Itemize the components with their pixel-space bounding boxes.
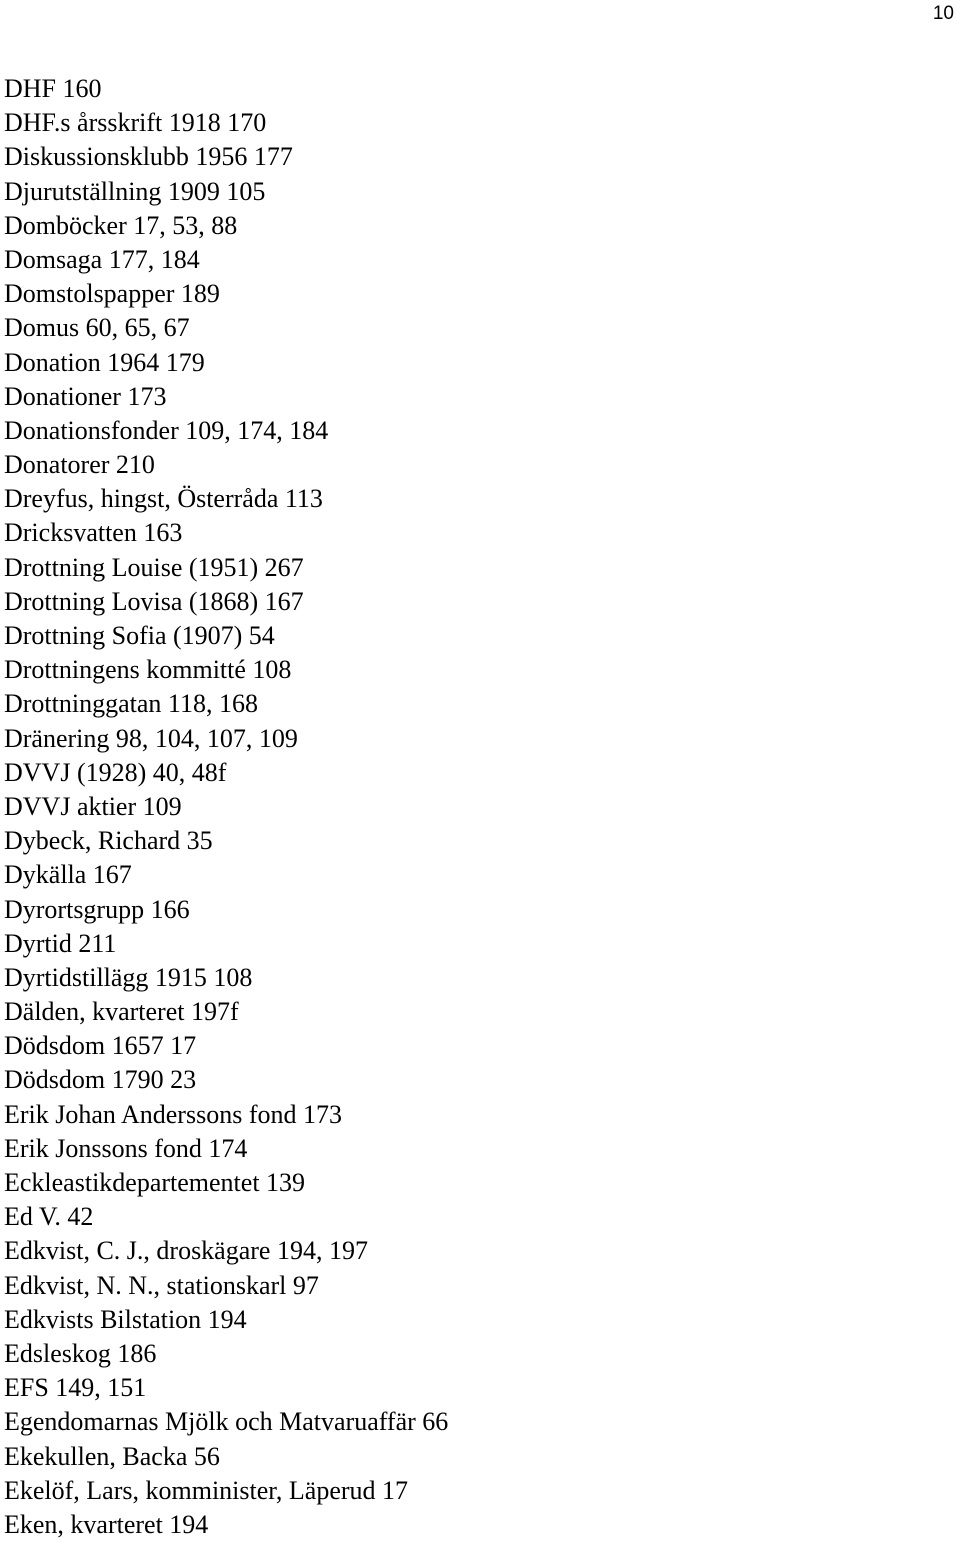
index-entry: Edsleskog 186 [4,1338,157,1368]
index-entry: Donationsfonder 109, 174, 184 [4,415,329,445]
index-entry: Edkvist, N. N., stationskarl 97 [4,1270,319,1300]
index-entry: Dybeck, Richard 35 [4,826,213,856]
index-entry: Diskussionsklubb 1956 177 [4,142,293,172]
index-entry: Domsaga 177, 184 [4,244,200,274]
index-entry: Dödsdom 1657 17 [4,1031,197,1061]
index-entry: Dyrortsgrupp 166 [4,894,190,924]
index-entry: Drottning Lovisa (1868) 167 [4,586,304,616]
index-entry: Dykälla 167 [4,860,132,890]
index-entry: Eken, kvarteret 194 [4,1509,209,1539]
index-entry: Donatorer 210 [4,450,155,480]
index-entry: Dälden, kvarteret 197f [4,997,239,1027]
index-entry: Erik Johan Anderssons fond 173 [4,1099,342,1129]
index-entry: Dyrtidstillägg 1915 108 [4,962,253,992]
index-entry: Dyrtid 211 [4,928,117,958]
index-entry: DVVJ (1928) 40, 48f [4,757,227,787]
page-number: 10 [932,3,954,24]
index-entry: Domböcker 17, 53, 88 [4,210,238,240]
index-entry: Edkvist, C. J., droskägare 194, 197 [4,1236,368,1266]
index-entry: Donation 1964 179 [4,347,205,377]
index-entry: Donationer 173 [4,381,167,411]
index-entry: Dränering 98, 104, 107, 109 [4,723,298,753]
index-entry: DVVJ aktier 109 [4,791,182,821]
index-list [4,72,448,1542]
index-entry: EFS 149, 151 [4,1373,147,1403]
index-entry: Ekelöf, Lars, komminister, Läperud 17 [4,1475,409,1505]
index-entry: Eckleastikdepartementet 139 [4,1168,306,1197]
index-entry: Dödsdom 1790 23 [4,1065,197,1095]
index-entry: Domus 60, 65, 67 [4,313,190,343]
index-entry: DHF 160 [4,74,102,103]
index-entry: Ed V. 42 [4,1202,94,1232]
index-entry: Ekekullen, Backa 56 [4,1441,220,1471]
index-entry: Egendomarnas Mjölk och Matvaruaffär 66 [4,1407,449,1437]
index-entry: Domstolspapper 189 [4,279,220,309]
index-entry: DHF.s årsskrift 1918 170 [4,108,267,138]
index-entry: Drottning Sofia (1907) 54 [4,621,275,650]
index-entry: Drottninggatan 118, 168 [4,689,258,719]
index-entry: Erik Jonssons fond 174 [4,1133,248,1163]
index-entry: Djurutställning 1909 105 [4,176,266,206]
index-entry: Edkvists Bilstation 194 [4,1304,247,1334]
index-entry: Drottningens kommitté 108 [4,655,292,685]
index-entry: Drottning Louise (1951) 267 [4,552,304,582]
index-entry: Dreyfus, hingst, Österråda 113 [4,484,323,514]
index-entry: Dricksvatten 163 [4,518,183,548]
